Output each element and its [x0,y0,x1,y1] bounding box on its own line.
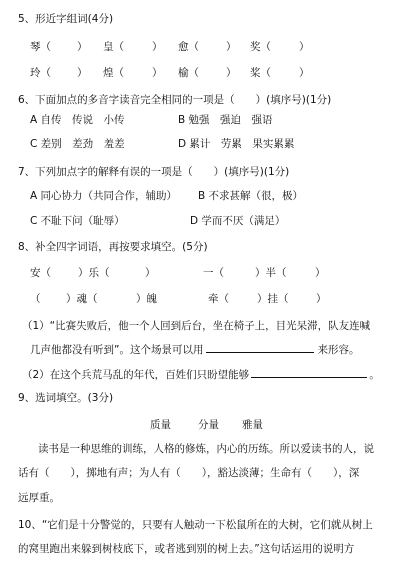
q5-r1-close4: ） [299,41,310,53]
q9-title: 9、选词填空。(3分) [18,392,114,404]
q5-r1-char3: 愈（ [178,41,199,53]
q8-r1-part3: ） [145,267,156,279]
q5-r2-char3: 榆（ [178,67,199,79]
q9-passage-line1: 读书是一种思维的训练，人格的修炼，内心的历练。所以爱读书的人，说 [38,443,374,455]
q7-option-a: A 同心协力（共同合作，辅助） [30,190,178,202]
q8-r1-part5: ）半（ [255,267,287,279]
q8-prompt-1-suffix: 来形容。 [317,344,360,356]
q8-title: 8、补全四字词语，再按要求填空。(5分) [18,241,208,253]
q10-line2: 的窝里跑出来躲到树枝底下，或者逃到别的树上去。”这句话运用的说明方 [18,543,355,555]
q9-word-3: 雅量 [242,419,263,431]
q8-prompt-1-line2 [30,342,359,357]
q9-word-1: 质量 [150,419,171,431]
q8-r1-part1: 安（ [30,267,51,279]
q8-r2-part1: （ [30,293,41,305]
q8-prompt-2-suffix: 。 [369,369,380,381]
q5-r1-char1: 琴（ [30,41,51,53]
q8-r1-part6: ） [315,267,326,279]
q8-blank-1[interactable] [206,342,314,353]
q8-r1-part2: ）乐（ [78,267,110,279]
q5-r1-close1: ） [77,41,88,53]
q7-option-c: C 不耻下问（耻辱） [30,215,125,227]
q7-title: 7、下列加点字的解释有误的一项是（ ）(填序号)(1分) [18,166,290,178]
q5-r2-close4: ） [299,67,310,79]
q8-prompt-1-text: 几声他都没有听到”。这个场景可以用 [30,344,204,356]
q10-line1: 10、“它们是十分警觉的，只要有人触动一下松鼠所在的大树，它们就从树上 [18,519,373,531]
q9-word-2: 分量 [198,419,219,431]
q8-blank-2[interactable] [251,367,367,378]
q6-option-b: B 勉强 强迫 强语 [178,114,273,126]
q8-prompt-2 [22,367,380,382]
q5-r2-char2: 煌（ [103,67,124,79]
q6-option-a: A 自传 传说 小传 [30,114,125,126]
q8-r2-part3: ）魄 [136,293,157,305]
q5-r1-char4: 奖（ [250,41,271,53]
q9-passage-line2: 话有（ ），掷地有声；为人有（ ），豁达淡薄；生命有（ ），深 [18,467,360,479]
q5-r1-close2: ） [152,41,163,53]
q5-r2-close3: ） [226,67,237,79]
q6-option-c: C 差别 差劲 羞差 [30,138,125,150]
q8-prompt-2-text: （2）在这个兵荒马乱的年代，百姓们只盼望能够 [22,369,250,381]
q8-r1-part4: 一（ [203,267,224,279]
q8-r2-part6: ） [316,293,327,305]
q5-r2-char1: 玲（ [30,67,51,79]
q9-passage-line3: 远厚重。 [18,492,60,504]
q5-r1-char2: 皇（ [103,41,124,53]
q7-option-b: B 不求甚解（很，极） [198,190,304,202]
q5-r2-char4: 桨（ [250,67,271,79]
q5-r2-close1: ） [77,67,88,79]
q5-r1-close3: ） [226,41,237,53]
q6-title: 6、下面加点的多音字读音完全相同的一项是（ ）(填序号)(1分) [18,94,332,106]
q5-title: 5、形近字组词(4分) [18,13,114,25]
q7-option-d: D 学而不厌（满足） [190,215,286,227]
q6-option-d: D 累计 劳累 果实累累 [178,138,295,150]
q8-r2-part2: ）魂（ [66,293,98,305]
q5-r2-close2: ） [152,67,163,79]
q8-prompt-1-line1: （1）“比赛失败后，他一个人回到后台，坐在椅子上，目光呆滞，队友连喊 [22,320,371,332]
q8-r2-part5: ）挂（ [257,293,289,305]
q8-r2-part4: 牵（ [208,293,229,305]
